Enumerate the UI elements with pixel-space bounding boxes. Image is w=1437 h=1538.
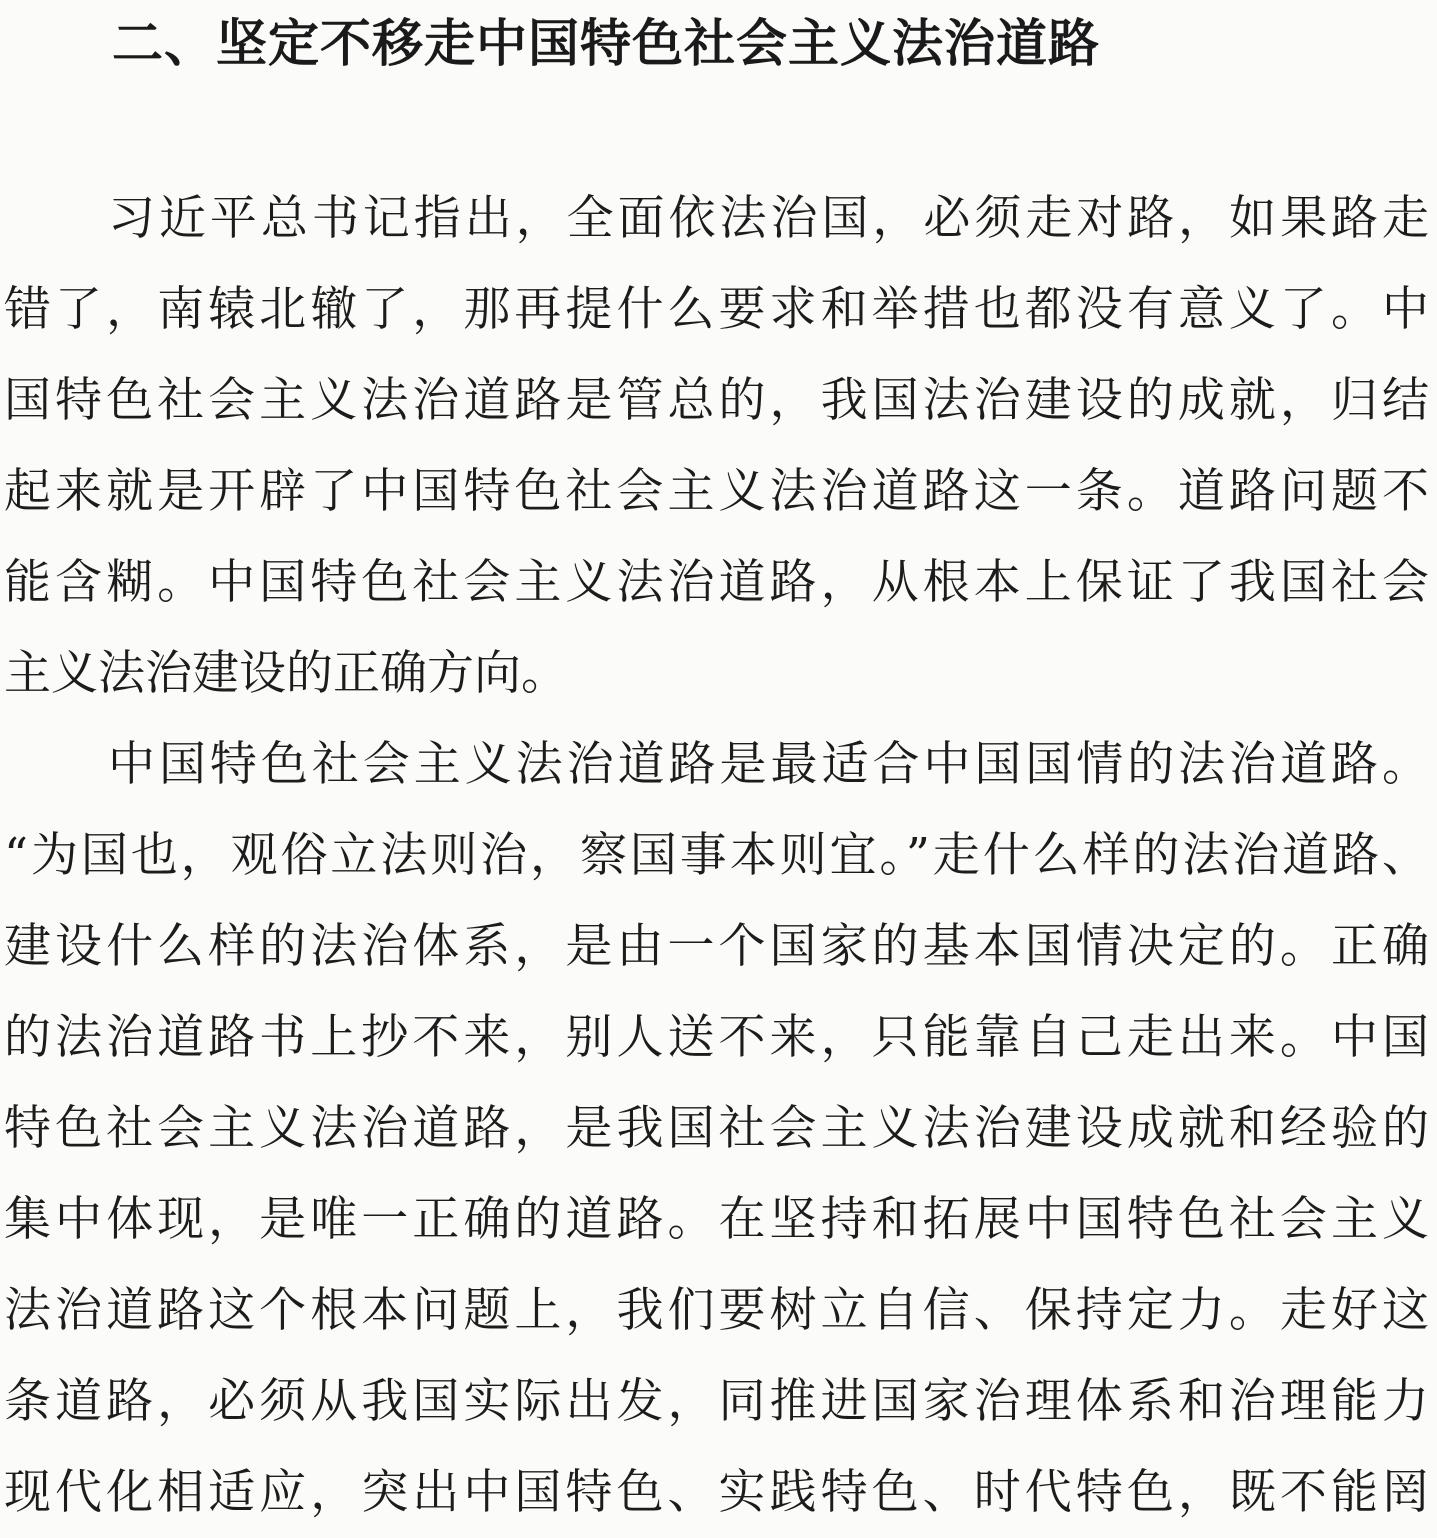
section-heading: 二、坚定不移走中国特色社会主义法治道路 bbox=[112, 15, 1101, 74]
text-line: 习近平总书记指出，全面依法治国，必须走对路，如果路走 bbox=[108, 191, 1429, 246]
text-line: 现代化相适应，突出中国特色、实践特色、时代特色，既不能罔 bbox=[4, 1465, 1429, 1520]
body-text bbox=[4, 173, 1429, 1538]
text-line: 法治道路这个根本问题上，我们要树立自信、保持定力。走好这 bbox=[4, 1283, 1429, 1338]
text-line: 主义法治建设的正确方向。 bbox=[4, 646, 568, 701]
text-line: 能含糊。中国特色社会主义法治道路，从根本上保证了我国社会 bbox=[4, 555, 1429, 610]
text-line: 起来就是开辟了中国特色社会主义法治道路这一条。道路问题不 bbox=[4, 464, 1429, 519]
text-line: 中国特色社会主义法治道路是最适合中国国情的法治道路。 bbox=[108, 737, 1429, 792]
text-line: 的法治道路书上抄不来，别人送不来，只能靠自己走出来。中国 bbox=[4, 1010, 1429, 1065]
text-line: 错了，南辕北辙了，那再提什么要求和举措也都没有意义了。中 bbox=[4, 282, 1429, 337]
text-line: 特色社会主义法治道路，是我国社会主义法治建设成就和经验的 bbox=[4, 1101, 1429, 1156]
text-line: 国特色社会主义法治道路是管总的，我国法治建设的成就，归结 bbox=[4, 373, 1429, 428]
text-line: 集中体现，是唯一正确的道路。在坚持和拓展中国特色社会主义 bbox=[4, 1192, 1429, 1247]
text-line: 条道路，必须从我国实际出发，同推进国家治理体系和治理能力 bbox=[4, 1374, 1429, 1429]
text-line: “为国也，观俗立法则治，察国事本则宜。”走什么样的法治道路、 bbox=[4, 828, 1429, 883]
text-line: 建设什么样的法治体系，是由一个国家的基本国情决定的。正确 bbox=[4, 919, 1429, 974]
